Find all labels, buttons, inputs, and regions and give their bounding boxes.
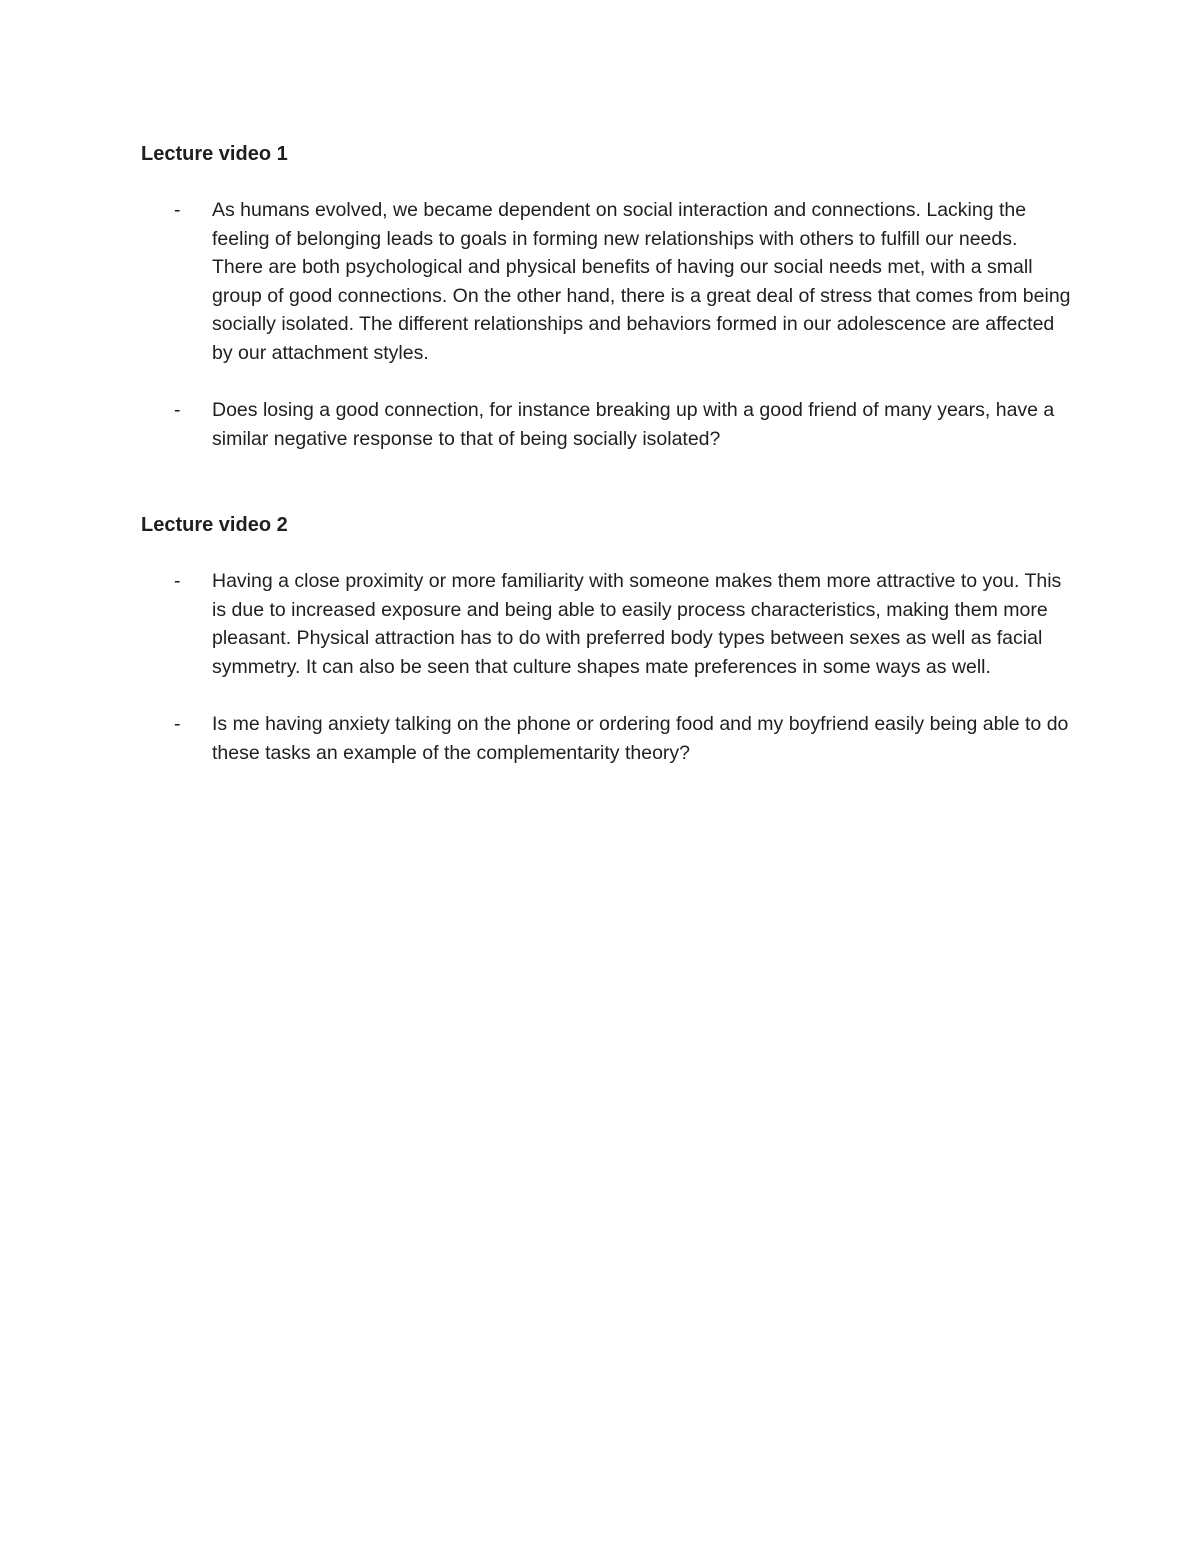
section-lecture-video-1 — [141, 140, 1071, 453]
section-heading: Lecture video 2 — [141, 514, 288, 536]
dash-bullet: - — [174, 199, 181, 221]
list-item — [141, 710, 1071, 767]
list-item-text: Does losing a good connection, for instance breaking up with a good friend of many years, have a similar negative response to that of being socially isolated? — [212, 399, 1055, 450]
section-heading: Lecture video 1 — [141, 143, 288, 165]
list-item — [141, 567, 1071, 681]
dash-bullet: - — [174, 399, 181, 422]
list-item — [141, 396, 1071, 453]
list-item-text: Having a close proximity or more familiarity with someone makes them more attractive to you. This is due to increased exposure and being able to easily process characteristics, making them more pleasant. Physical attraction has to do with preferred body types between sexes as well as facial symmetry. It can also be seen that culture shapes mate preferences in some ways as well. — [212, 570, 1062, 678]
bullet-list — [141, 567, 1071, 767]
section-lecture-video-2 — [141, 511, 1071, 767]
list-item-text: Is me having anxiety talking on the phone or ordering food and my boyfriend easily being able to do these tasks an example of the complementarity theory? — [212, 712, 1069, 764]
dash-bullet: - — [174, 712, 181, 735]
list-item — [141, 196, 1071, 368]
list-item-text: As humans evolved, we became dependent on social interaction and connections. Lacking the feeling of belonging leads to goals in forming new relationships with others to fulfill our needs. There are both psychological and physical benefits of having our social needs met, with a small group of good connections. On the other hand, there is a great deal of stress that comes from being socially isolated. The different relationships and behaviors formed in our adolescence are affected by our attachment styles. — [212, 199, 1071, 364]
bullet-list — [141, 196, 1071, 453]
dash-bullet: - — [174, 570, 181, 592]
